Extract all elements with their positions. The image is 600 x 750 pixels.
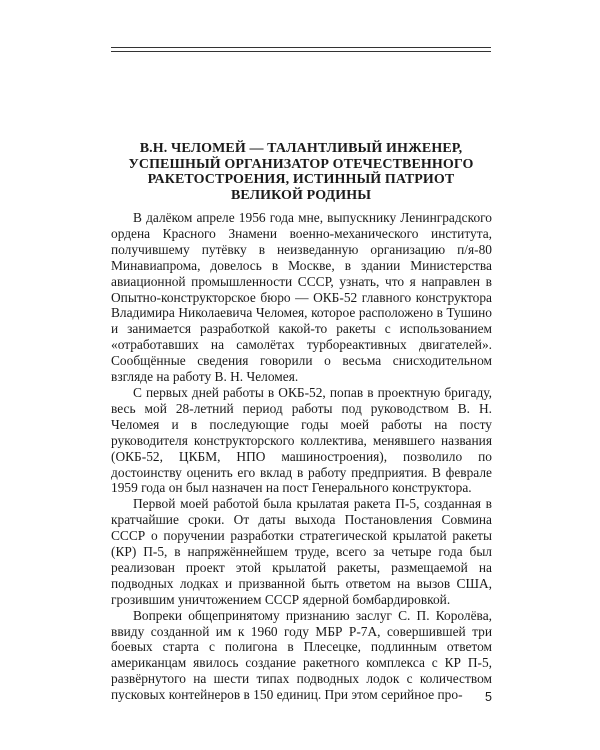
- chapter-title: [111, 141, 491, 203]
- header-double-rule: [111, 47, 491, 55]
- chapter-title-line: УСПЕШНЫЙ ОРГАНИЗАТОР ОТЕЧЕСТВЕННОГО: [128, 156, 474, 172]
- header-rule-bottom: [111, 51, 491, 52]
- paragraph: С первых дней работы в ОКБ-52, попав в проектную бригаду, весь мой 28-летний период работы под руководством В. Н. Челомея и в последующие годы моей работы на посту руководителя конструкторского коллектива, менявшего названия (ОКБ-52, ЦКБМ, НПО машиностроения), позволило по достоинству оценить его вклад в работу предприятия. В феврале 1959 года он был назначен на пост Генерального конструктора.: [111, 384, 492, 496]
- paragraph: В далёком апреле 1956 года мне, выпускнику Ленинградского ордена Красного Знамени военно-механического института, получившему путёвку в неизведанную организацию п/я-80 Минавиапрома, довелось в Москве, в здании Министерства авиационной промышленности СССР, узнать, что я направлен в Опытно-конструкторское бюро — ОКБ-52 главного конструктора Владимира Николаевича Челомея, которое расположено в Тушино и занимается разработкой какой-то ракеты с использованием «отработавших на самолётах турбореактивных двигателей». Сообщённые сведения говорили о весьма снисходительном взгляде на работу В. Н. Челомея.: [111, 210, 492, 385]
- chapter-title-line: ВЕЛИКОЙ РОДИНЫ: [230, 187, 372, 203]
- header-rule-top: [111, 47, 491, 48]
- chapter-title-line: В.Н. ЧЕЛОМЕЙ — ТАЛАНТЛИВЫЙ ИНЖЕНЕР,: [139, 141, 463, 156]
- page-number: 5: [485, 690, 492, 704]
- paragraph: Вопреки общепринятому признанию заслуг С. П. Королёва, ввиду созданной им к 1960 году МБР Р-7А, совершившей три боевых старта с полигона в Плесецке, подлинным ответом американцам явилось создание ракетного комплекса с КР П-5, развёрнутого на шести типах подводных лодок с количеством пусковых контейнеров в 150 единиц. При этом серийное про-: [111, 607, 492, 703]
- chapter-title-line: РАКЕТОСТРОЕНИЯ, ИСТИННЫЙ ПАТРИОТ: [147, 172, 455, 187]
- paragraph: Первой моей работой была крылатая ракета П-5, созданная в кратчайшие сроки. От даты выхода Постановления Совмина СССР о поручении разработки стратегической крылатой ракеты (КР) П-5, в напряжённейшем труде, всего за четыре года был реализован проект этой крылатой ракеты, размещаемой на подводных лодках и призванной быть ответом на вызов США, грозившим уничтожением СССР ядерной бомбардировкой.: [111, 496, 492, 607]
- body-text: [111, 210, 492, 703]
